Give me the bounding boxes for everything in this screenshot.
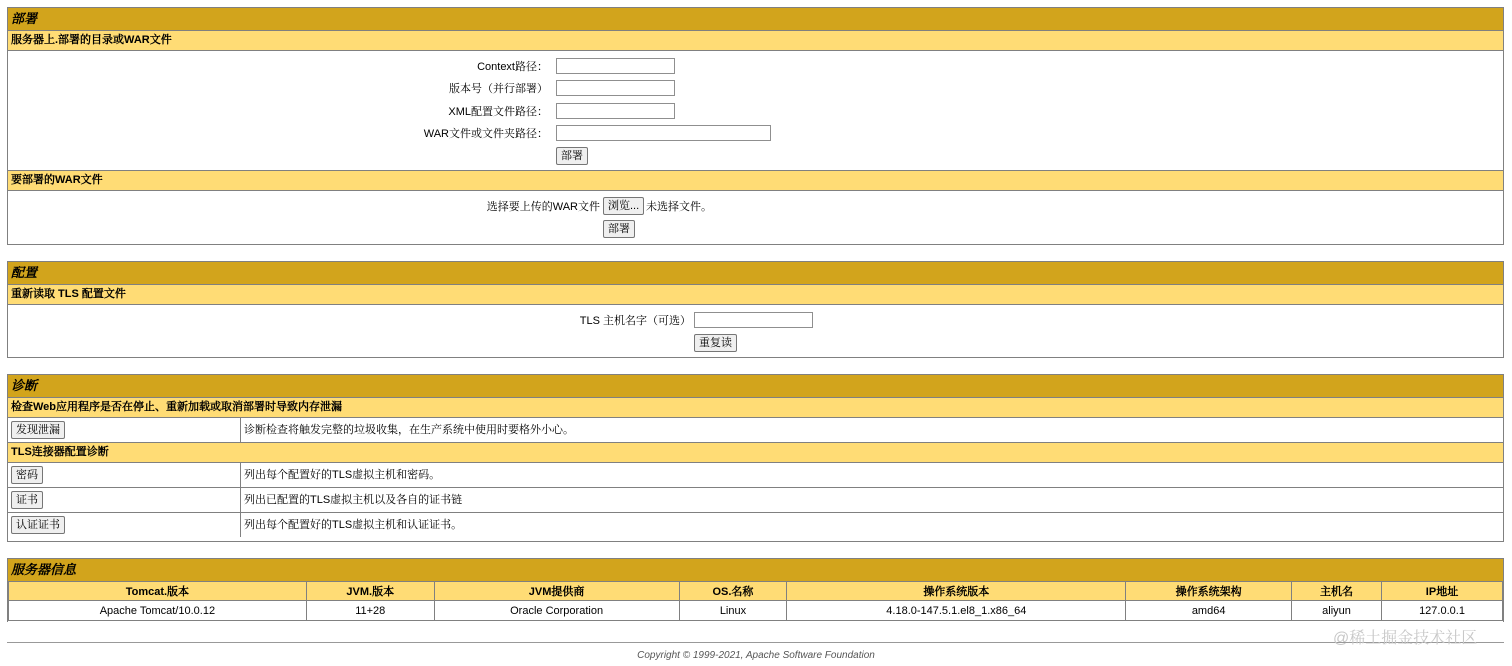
reload-tls-button[interactable]: 重复读 bbox=[694, 334, 737, 352]
header-tomcat-version: Tomcat.版本 bbox=[9, 582, 307, 601]
watermark: @稀土掘金技术社区 bbox=[1333, 630, 1478, 647]
leak-subtitle: 检查Web应用程序是否在停止、重新加载或取消部署时导致内存泄漏 bbox=[8, 398, 1503, 418]
value-os-name: Linux bbox=[679, 601, 787, 621]
copyright-footer: Copyright © 1999-2021, Apache Software Foundation bbox=[637, 650, 875, 661]
certificates-row bbox=[8, 488, 1503, 513]
server-info-header-row bbox=[9, 582, 1503, 601]
version-label: 版本号（并行部署） bbox=[449, 83, 548, 95]
config-subtitle: 重新读取 TLS 配置文件 bbox=[8, 285, 1503, 305]
ciphers-description: 列出每个配置好的TLS虚拟主机和密码。 bbox=[244, 469, 441, 481]
context-path-input[interactable] bbox=[556, 58, 675, 74]
xml-config-label: XML配置文件路径： bbox=[448, 106, 548, 118]
value-jvm-version: 11+28 bbox=[306, 601, 434, 621]
deploy-panel bbox=[7, 7, 1504, 245]
trusted-certs-description: 列出每个配置好的TLS虚拟主机和认证证书。 bbox=[244, 519, 463, 531]
trusted-certs-row bbox=[8, 513, 1503, 538]
value-hostname: aliyun bbox=[1292, 601, 1382, 621]
choose-war-label: 选择要上传的WAR文件 bbox=[486, 201, 600, 213]
server-info-panel bbox=[7, 558, 1504, 622]
header-os-name: OS.名称 bbox=[679, 582, 787, 601]
header-ip-address: IP地址 bbox=[1382, 582, 1503, 601]
war-path-input[interactable] bbox=[556, 125, 771, 141]
diagnostics-title: 诊断 bbox=[8, 375, 1503, 398]
certificates-button[interactable]: 证书 bbox=[11, 491, 43, 509]
footer-divider bbox=[7, 642, 1504, 643]
header-os-version: 操作系统版本 bbox=[787, 582, 1126, 601]
value-jvm-vendor: Oracle Corporation bbox=[434, 601, 679, 621]
context-path-label: Context路径： bbox=[477, 61, 548, 73]
config-title: 配置 bbox=[8, 262, 1503, 285]
leak-row bbox=[8, 418, 1503, 443]
deploy-server-button[interactable]: 部署 bbox=[556, 147, 588, 165]
header-jvm-vendor: JVM提供商 bbox=[434, 582, 679, 601]
war-path-label: WAR文件或文件夹路径： bbox=[423, 128, 548, 140]
deploy-upload-subtitle: 要部署的WAR文件 bbox=[8, 170, 1503, 191]
value-os-arch: amd64 bbox=[1126, 601, 1292, 621]
value-ip-address: 127.0.0.1 bbox=[1382, 601, 1503, 621]
tls-host-label: TLS 主机名字（可选） bbox=[579, 315, 691, 327]
diagnostics-panel bbox=[7, 374, 1504, 542]
deploy-title: 部署 bbox=[8, 8, 1503, 31]
no-file-text: 未选择文件。 bbox=[646, 201, 712, 213]
version-input[interactable] bbox=[556, 80, 675, 96]
tls-diag-subtitle: TLS连接器配置诊断 bbox=[8, 443, 1503, 463]
ciphers-button[interactable]: 密码 bbox=[11, 466, 43, 484]
value-os-version: 4.18.0-147.5.1.el8_1.x86_64 bbox=[787, 601, 1126, 621]
server-info-value-row bbox=[9, 601, 1503, 621]
deploy-upload-button[interactable]: 部署 bbox=[603, 220, 635, 238]
certificates-description: 列出已配置的TLS虚拟主机以及各自的证书链 bbox=[244, 494, 463, 506]
header-os-arch: 操作系统架构 bbox=[1126, 582, 1292, 601]
server-info-table bbox=[8, 581, 1503, 621]
xml-config-input[interactable] bbox=[556, 103, 675, 119]
server-info-title: 服务器信息 bbox=[8, 559, 1503, 581]
header-jvm-version: JVM.版本 bbox=[306, 582, 434, 601]
config-panel bbox=[7, 261, 1504, 358]
deploy-server-subtitle: 服务器上.部署的目录或WAR文件 bbox=[8, 31, 1503, 51]
header-hostname: 主机名 bbox=[1292, 582, 1382, 601]
browse-button[interactable]: 浏览... bbox=[603, 197, 644, 215]
find-leaks-description: 诊断检查将触发完整的垃圾收集，在生产系统中使用时要格外小心。 bbox=[244, 424, 574, 436]
find-leaks-button[interactable]: 发现泄漏 bbox=[11, 421, 65, 439]
tls-host-input[interactable] bbox=[694, 312, 813, 328]
trusted-certs-button[interactable]: 认证证书 bbox=[11, 516, 65, 534]
ciphers-row bbox=[8, 463, 1503, 488]
value-tomcat-version: Apache Tomcat/10.0.12 bbox=[9, 601, 307, 621]
